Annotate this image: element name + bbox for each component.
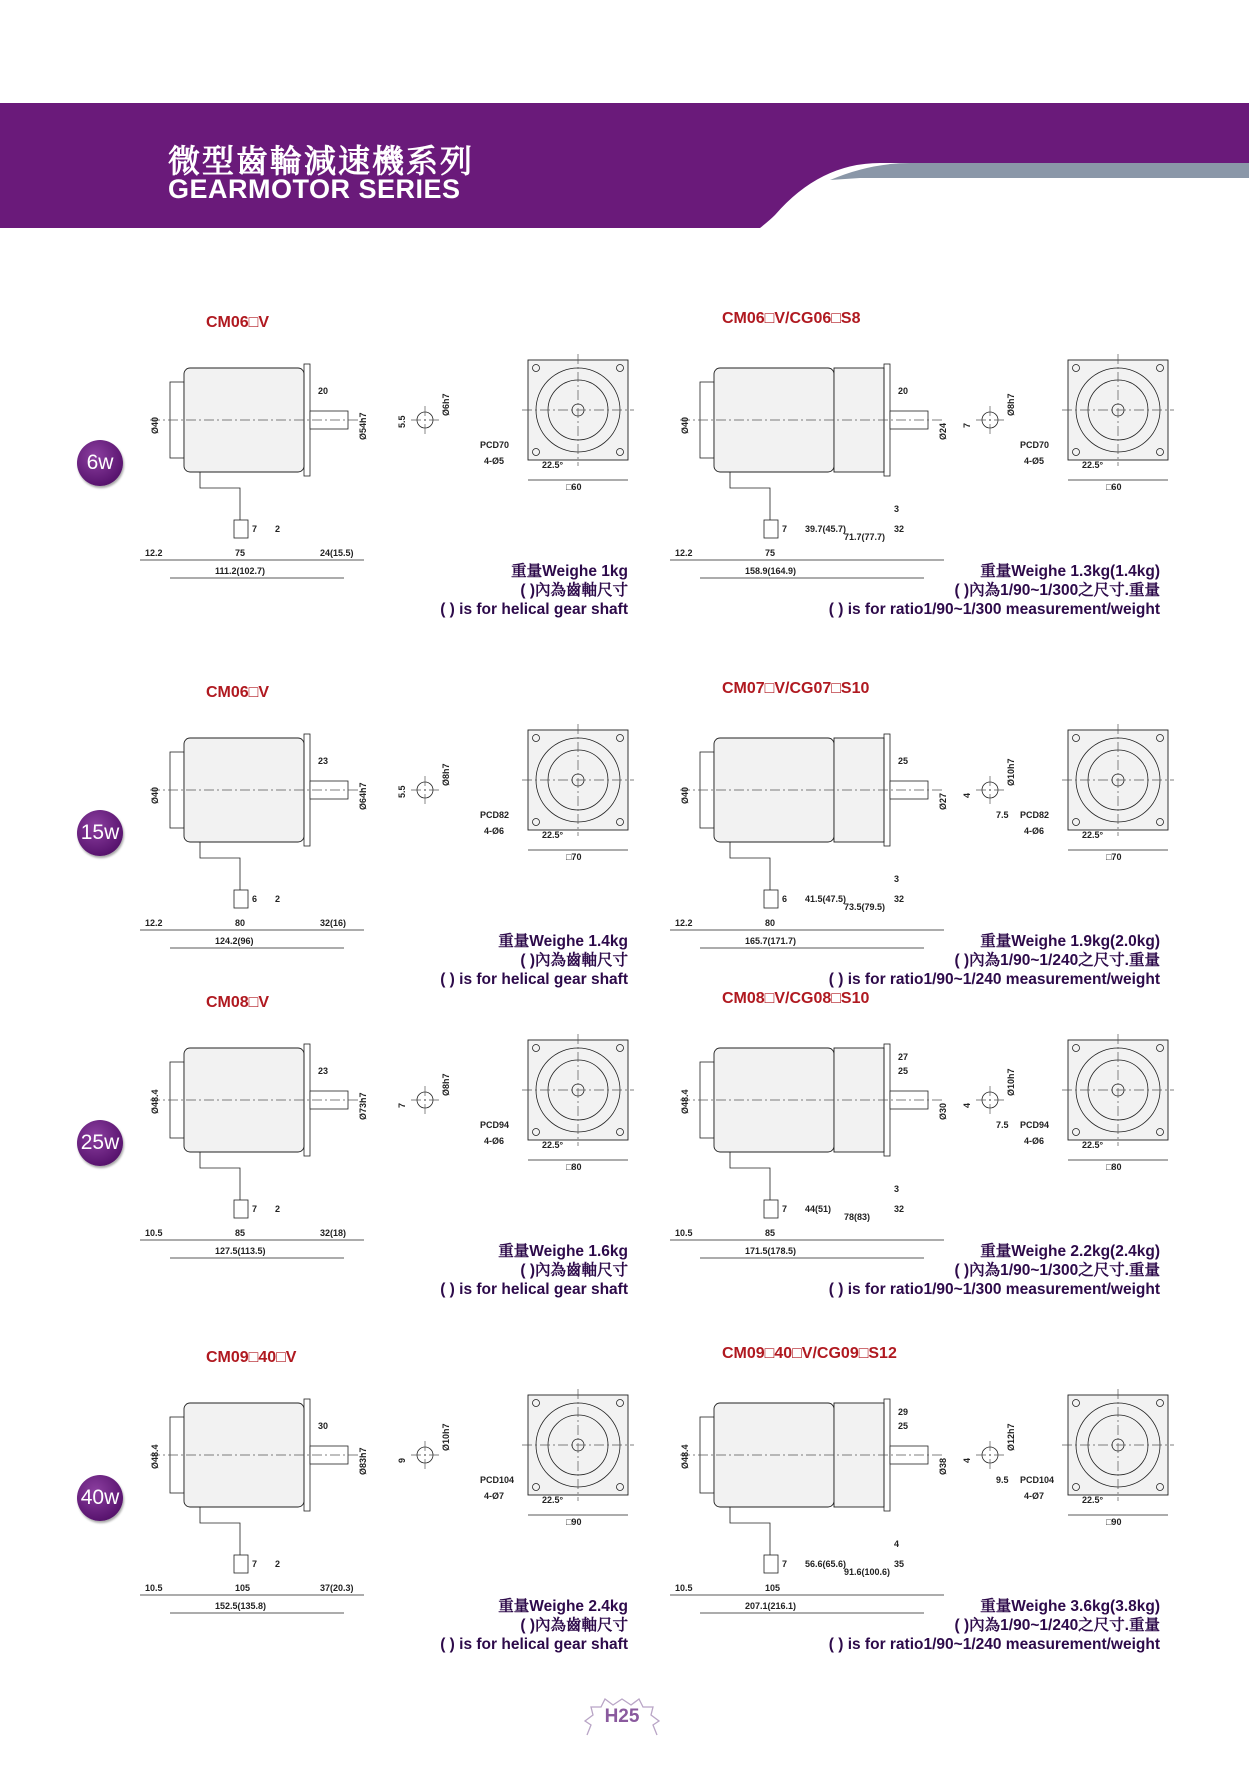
- dim-key-height: 7: [962, 422, 972, 428]
- dim-angle: 22.5°: [1082, 1495, 1104, 1505]
- dim-pcd: PCD104: [1020, 1475, 1055, 1485]
- dim-shaft-key: Ø8h7: [1006, 393, 1016, 416]
- weight-line: 重量Weighe 1.4kg: [498, 933, 628, 950]
- weight-note: [440, 932, 628, 989]
- dim-angle: 22.5°: [542, 1495, 564, 1505]
- dimension-drawing: [650, 1375, 1210, 1625]
- dim-end: 24(15.5): [320, 548, 354, 558]
- dim-shaft-dia: Ø73h7: [358, 1092, 368, 1120]
- dim-step2: 2: [275, 524, 281, 534]
- weight-line: ( )內為1/90~1/300之尺寸.重量: [954, 1262, 1160, 1279]
- weight-line: ( ) is for helical gear shaft: [440, 971, 628, 988]
- dim-pcd: PCD70: [1020, 440, 1050, 450]
- dim-left-lead: 12.2: [675, 548, 693, 558]
- side-view: [140, 734, 368, 948]
- dim-shaft-key: Ø12h7: [1006, 1423, 1016, 1451]
- side-view: [140, 364, 368, 578]
- dim-holes: 4-Ø5: [1024, 456, 1045, 466]
- dim-step2: 39.7(45.7): [805, 524, 847, 534]
- front-view: [480, 724, 634, 862]
- dim-step4: 3: [894, 874, 900, 884]
- dim-holes: 4-Ø6: [484, 826, 505, 836]
- dim-body-length: 105: [765, 1583, 781, 1593]
- dim-body-length: 80: [235, 918, 246, 928]
- dim-left-lead: 12.2: [675, 918, 693, 928]
- weight-line: 重量Weighe 1.9kg(2.0kg): [980, 933, 1160, 950]
- dim-key-offset: 7.5: [996, 810, 1009, 820]
- dim-end: 32(16): [320, 918, 347, 928]
- dim-body-dia: Ø48.4: [680, 1089, 690, 1114]
- dimension-drawing: [650, 340, 1210, 590]
- dim-flange-square: □70: [1106, 852, 1122, 862]
- dim-shaft-length: 23: [318, 756, 329, 766]
- dim-body-dia: Ø40: [680, 416, 690, 434]
- dim-holes: 4-Ø6: [1024, 826, 1045, 836]
- front-view: [1020, 1389, 1174, 1527]
- dim-pcd: PCD70: [480, 440, 510, 450]
- weight-line: ( ) is for ratio1/90~1/240 measurement/weight: [828, 1636, 1160, 1653]
- dim-flange-square: □60: [566, 482, 582, 492]
- dim-body-dia: Ø40: [150, 786, 160, 804]
- dim-step2: 2: [275, 1559, 281, 1569]
- weight-note: [829, 562, 1160, 619]
- dim-total-length: 158.9(164.9): [745, 566, 797, 576]
- dim-shaft-key: Ø10h7: [1006, 758, 1016, 786]
- dim-body-dia: Ø48.4: [150, 1444, 160, 1469]
- dim-left-lead: 10.5: [675, 1583, 693, 1593]
- dim-shaft-length: 25: [898, 1421, 909, 1431]
- dim-pcd: PCD104: [480, 1475, 515, 1485]
- dimension-drawing: [120, 1375, 640, 1625]
- front-view: [1020, 1034, 1174, 1172]
- weight-note: [440, 562, 628, 619]
- dim-shaft-length: 23: [318, 1066, 329, 1076]
- dim-key-height: 5.5: [397, 785, 407, 798]
- power-badge: 15w: [77, 810, 123, 856]
- dim-shaft-dia: Ø54h7: [358, 412, 368, 440]
- dim-shaft-length: 30: [318, 1421, 329, 1431]
- dim-angle: 22.5°: [1082, 460, 1104, 470]
- dim-key-height: 4: [962, 792, 972, 798]
- dimension-drawing: [650, 710, 1210, 960]
- front-view: [480, 1034, 634, 1172]
- weight-line: ( )內為1/90~1/240之尺寸.重量: [954, 952, 1160, 969]
- dim-left-lead: 10.5: [675, 1228, 693, 1238]
- dimension-drawing: [120, 340, 640, 590]
- weight-line: ( ) is for ratio1/90~1/240 measurement/weight: [828, 971, 1160, 988]
- dim-shaft-length: 25: [898, 1066, 909, 1076]
- side-view: [140, 1044, 368, 1258]
- dim-body-length: 75: [235, 548, 246, 558]
- dim-pcd: PCD82: [480, 810, 510, 820]
- dim-shaft-dia: Ø30: [938, 1102, 948, 1120]
- weight-line: ( ) is for helical gear shaft: [440, 1281, 628, 1298]
- dim-step1: 7: [252, 524, 258, 534]
- dim-step2: 41.5(47.5): [805, 894, 847, 904]
- dim-key-height: 4: [962, 1102, 972, 1108]
- dim-body-length: 75: [765, 548, 776, 558]
- dim-step1: 7: [782, 1559, 788, 1569]
- dim-step2: 44(51): [805, 1204, 832, 1214]
- weight-line: 重量Weighe 2.2kg(2.4kg): [980, 1243, 1160, 1260]
- dim-shaft-dia: Ø64h7: [358, 782, 368, 810]
- weight-line: ( ) is for ratio1/90~1/300 measurement/weight: [828, 601, 1160, 618]
- dim-step4: 3: [894, 504, 900, 514]
- dim-key-height: 9: [397, 1457, 407, 1463]
- dim-step4: 3: [894, 1184, 900, 1194]
- dim-gear-length: 78(83): [844, 1212, 871, 1222]
- dim-total-length: 171.5(178.5): [745, 1246, 797, 1256]
- weight-note: [829, 1597, 1160, 1654]
- dim-end: 32(18): [320, 1228, 347, 1238]
- dimension-drawing: [120, 1020, 640, 1270]
- dim-step3: 35: [894, 1559, 905, 1569]
- side-view: [140, 1399, 368, 1613]
- dim-step1: 7: [782, 524, 788, 534]
- dim-shaft-length: 20: [318, 386, 329, 396]
- dim-step1: 7: [782, 1204, 788, 1214]
- shaft-key-view: [962, 1068, 1016, 1130]
- weight-line: ( )內為齒軸尺寸: [520, 952, 628, 969]
- page-title-zh: 微型齒輪減速機系列: [168, 143, 475, 179]
- dim-shaft-dia: Ø27: [938, 792, 948, 810]
- shaft-key-view: [397, 1073, 451, 1114]
- dim-holes: 4-Ø6: [1024, 1136, 1045, 1146]
- dim-step1: 7: [252, 1559, 258, 1569]
- dim-flange-square: □80: [566, 1162, 582, 1172]
- dim-step2: 56.6(65.6): [805, 1559, 847, 1569]
- dim-key-offset: 9.5: [996, 1475, 1009, 1485]
- shaft-key-view: [397, 1423, 451, 1469]
- dim-shaft2-length: 27: [898, 1052, 909, 1062]
- dim-total-length: 111.2(102.7): [215, 566, 266, 576]
- weight-note: [440, 1242, 628, 1299]
- weight-line: ( ) is for ratio1/90~1/300 measurement/weight: [828, 1281, 1160, 1298]
- weight-line: 重量Weighe 1.3kg(1.4kg): [980, 563, 1160, 580]
- dim-gear-length: 91.6(100.6): [844, 1567, 891, 1577]
- dim-body-length: 80: [765, 918, 776, 928]
- weight-line: ( ) is for helical gear shaft: [440, 1636, 628, 1653]
- dim-body-length: 105: [235, 1583, 251, 1593]
- front-view: [480, 1389, 634, 1527]
- dim-angle: 22.5°: [542, 1140, 564, 1150]
- dim-left-lead: 10.5: [145, 1583, 163, 1593]
- weight-line: 重量Weighe 1.6kg: [498, 1243, 628, 1260]
- dim-total-length: 127.5(113.5): [215, 1246, 266, 1256]
- dim-pcd: PCD82: [1020, 810, 1050, 820]
- weight-line: ( ) is for helical gear shaft: [440, 601, 628, 618]
- dim-step3: 32: [894, 524, 905, 534]
- shaft-key-view: [397, 393, 451, 434]
- dim-pcd: PCD94: [480, 1120, 510, 1130]
- dim-holes: 4-Ø7: [484, 1491, 505, 1501]
- dim-flange-square: □90: [1106, 1517, 1122, 1527]
- weight-line: ( )內為齒軸尺寸: [520, 1262, 628, 1279]
- dim-holes: 4-Ø5: [484, 456, 505, 466]
- front-view: [1020, 724, 1174, 862]
- dim-body-dia: Ø40: [680, 786, 690, 804]
- dim-step2: 2: [275, 1204, 281, 1214]
- dim-body-dia: Ø48.4: [150, 1089, 160, 1114]
- dim-shaft-key: Ø6h7: [441, 393, 451, 416]
- dim-shaft-dia: Ø38: [938, 1457, 948, 1475]
- dim-shaft2-length: 29: [898, 1407, 909, 1417]
- dim-shaft-key: Ø8h7: [441, 763, 451, 786]
- power-badge: 40w: [77, 1475, 123, 1521]
- dim-shaft-length: 20: [898, 386, 909, 396]
- dim-gear-length: 71.7(77.7): [844, 532, 886, 542]
- model-title: CM08□V/CG08□S10: [722, 990, 870, 1007]
- dim-total-length: 152.5(135.8): [215, 1601, 267, 1611]
- page-title-en: GEARMOTOR SERIES: [168, 174, 461, 204]
- page-number: H25: [604, 1706, 640, 1727]
- side-view: [670, 734, 948, 948]
- shaft-key-view: [962, 758, 1016, 820]
- side-view: [670, 364, 948, 578]
- dim-gear-length: 73.5(79.5): [844, 902, 886, 912]
- weight-note: [440, 1597, 628, 1654]
- model-title: CM06□V: [206, 314, 270, 331]
- dim-body-dia: Ø40: [150, 416, 160, 434]
- dim-pcd: PCD94: [1020, 1120, 1050, 1130]
- dim-angle: 22.5°: [1082, 830, 1104, 840]
- dim-shaft-dia: Ø24: [938, 422, 948, 440]
- dim-left-lead: 12.2: [145, 918, 163, 928]
- weight-line: ( )內為1/90~1/300之尺寸.重量: [954, 582, 1160, 599]
- dim-angle: 22.5°: [1082, 1140, 1104, 1150]
- dim-flange-square: □70: [566, 852, 582, 862]
- dim-total-length: 165.7(171.7): [745, 936, 797, 946]
- power-badge: 6w: [77, 440, 123, 486]
- model-title: CM09□40□V: [206, 1349, 297, 1366]
- model-title: CM06□V/CG06□S8: [722, 310, 861, 327]
- dim-shaft-length: 25: [898, 756, 909, 766]
- dim-step1: 6: [252, 894, 258, 904]
- dim-key-offset: 7.5: [996, 1120, 1009, 1130]
- dimension-drawing: [120, 710, 640, 960]
- dim-key-height: 5.5: [397, 415, 407, 428]
- dim-left-lead: 10.5: [145, 1228, 163, 1238]
- side-view: [670, 1044, 948, 1258]
- weight-note: [829, 932, 1160, 989]
- shaft-key-view: [962, 393, 1016, 434]
- model-title: CM07□V/CG07□S10: [722, 680, 870, 697]
- weight-note: [829, 1242, 1160, 1299]
- weight-line: 重量Weighe 2.4kg: [498, 1598, 628, 1615]
- dimension-drawing: [650, 1020, 1210, 1270]
- dim-body-length: 85: [235, 1228, 246, 1238]
- model-title: CM06□V: [206, 684, 270, 701]
- side-view: [670, 1399, 948, 1613]
- dim-step4: 4: [894, 1539, 900, 1549]
- model-title: CM09□40□V/CG09□S12: [722, 1345, 897, 1362]
- dim-key-height: 7: [397, 1102, 407, 1108]
- dim-shaft-key: Ø10h7: [1006, 1068, 1016, 1096]
- dim-shaft-dia: Ø83h7: [358, 1447, 368, 1475]
- dim-body-dia: Ø48.4: [680, 1444, 690, 1469]
- weight-line: 重量Weighe 1kg: [511, 563, 628, 580]
- shaft-key-view: [397, 763, 451, 804]
- shaft-key-view: [962, 1423, 1016, 1485]
- power-badge: 25w: [77, 1120, 123, 1166]
- front-view: [480, 354, 634, 492]
- weight-line: 重量Weighe 3.6kg(3.8kg): [980, 1598, 1160, 1615]
- dim-step3: 32: [894, 1204, 905, 1214]
- dim-shaft-key: Ø8h7: [441, 1073, 451, 1096]
- dim-total-length: 124.2(96): [215, 936, 254, 946]
- dim-step1: 7: [252, 1204, 258, 1214]
- dim-holes: 4-Ø6: [484, 1136, 505, 1146]
- dim-total-length: 207.1(216.1): [745, 1601, 797, 1611]
- dim-flange-square: □90: [566, 1517, 582, 1527]
- dim-body-length: 85: [765, 1228, 776, 1238]
- dim-flange-square: □60: [1106, 482, 1122, 492]
- dim-key-height: 4: [962, 1457, 972, 1463]
- dim-holes: 4-Ø7: [1024, 1491, 1045, 1501]
- dim-shaft-key: Ø10h7: [441, 1423, 451, 1451]
- dim-end: 37(20.3): [320, 1583, 354, 1593]
- dim-flange-square: □80: [1106, 1162, 1122, 1172]
- dim-step2: 2: [275, 894, 281, 904]
- dim-angle: 22.5°: [542, 460, 564, 470]
- dim-step1: 6: [782, 894, 788, 904]
- dim-angle: 22.5°: [542, 830, 564, 840]
- model-title: CM08□V: [206, 994, 270, 1011]
- weight-line: ( )內為1/90~1/240之尺寸.重量: [954, 1617, 1160, 1634]
- weight-line: ( )內為齒軸尺寸: [520, 1617, 628, 1634]
- weight-line: ( )內為齒軸尺寸: [520, 582, 628, 599]
- front-view: [1020, 354, 1174, 492]
- dim-step3: 32: [894, 894, 905, 904]
- dim-left-lead: 12.2: [145, 548, 163, 558]
